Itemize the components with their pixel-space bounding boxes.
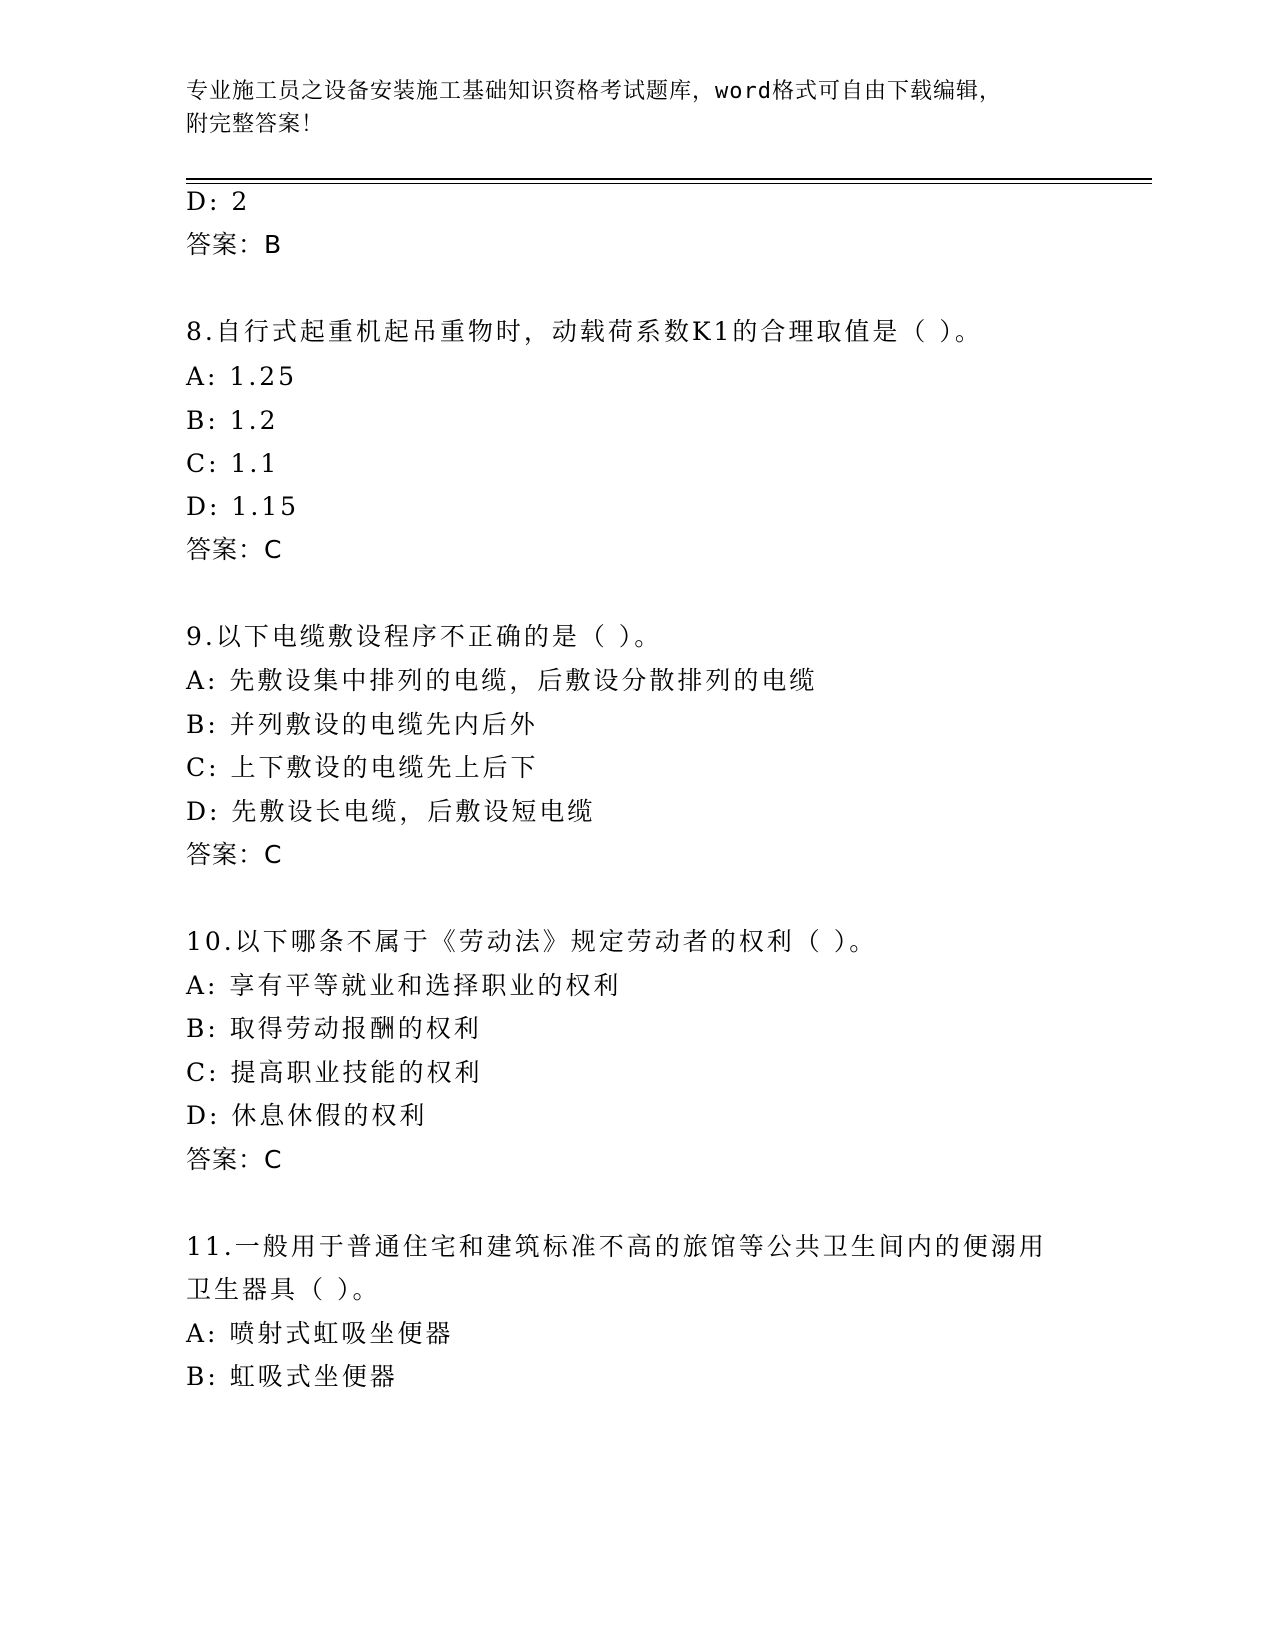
q9-option-c: C: 上下敷设的电缆先上后下 <box>186 753 539 782</box>
header-line-2: 附完整答案！ <box>186 112 325 137</box>
q9-option-a: A: 先敷设集中排列的电缆，后敷设分散排列的电缆 <box>186 666 818 695</box>
q10-answer: 答案：C <box>186 1145 283 1174</box>
document-header <box>186 75 1086 141</box>
q8-option-d: D: 1.15 <box>186 492 300 521</box>
q8-stem: 8.自行式起重机起吊重物时，动载荷系数K1的合理取值是（ ）。 <box>186 317 983 346</box>
q8-option-c: C: 1.1 <box>186 449 280 478</box>
q10-option-b: B: 取得劳动报酬的权利 <box>186 1014 482 1043</box>
q10-stem: 10.以下哪条不属于《劳动法》规定劳动者的权利（ ）。 <box>186 927 878 956</box>
q8-answer: 答案：C <box>186 535 283 564</box>
q11-stem-line-2: 卫生器具（ ）。 <box>186 1275 381 1304</box>
q8-option-a: A: 1.25 <box>186 362 298 391</box>
q11-stem-line-1: 11.一般用于普通住宅和建筑标准不高的旅馆等公共卫生间内的便溺用 <box>186 1232 1047 1261</box>
q9-option-b: B: 并列敷设的电缆先内后外 <box>186 710 538 739</box>
q10-option-a: A: 享有平等就业和选择职业的权利 <box>186 971 622 1000</box>
q11-option-b: B: 虹吸式坐便器 <box>186 1362 398 1391</box>
header-divider-thick <box>186 178 1152 180</box>
header-line-1: 专业施工员之设备安装施工基础知识资格考试题库，word格式可自由下载编辑， <box>186 79 1002 104</box>
header-divider-thin <box>186 183 1152 184</box>
q10-option-c: C: 提高职业技能的权利 <box>186 1058 483 1087</box>
q9-option-d: D: 先敷设长电缆，后敷设短电缆 <box>186 797 596 826</box>
q9-answer: 答案：C <box>186 840 283 869</box>
prev-question-option-d: D: 2 <box>186 187 251 216</box>
prev-question-answer: 答案：B <box>186 230 283 259</box>
q11-option-a: A: 喷射式虹吸坐便器 <box>186 1319 454 1348</box>
q9-stem: 9.以下电缆敷设程序不正确的是（ ）。 <box>186 622 663 651</box>
q8-option-b: B: 1.2 <box>186 406 279 435</box>
q10-option-d: D: 休息休假的权利 <box>186 1101 428 1130</box>
